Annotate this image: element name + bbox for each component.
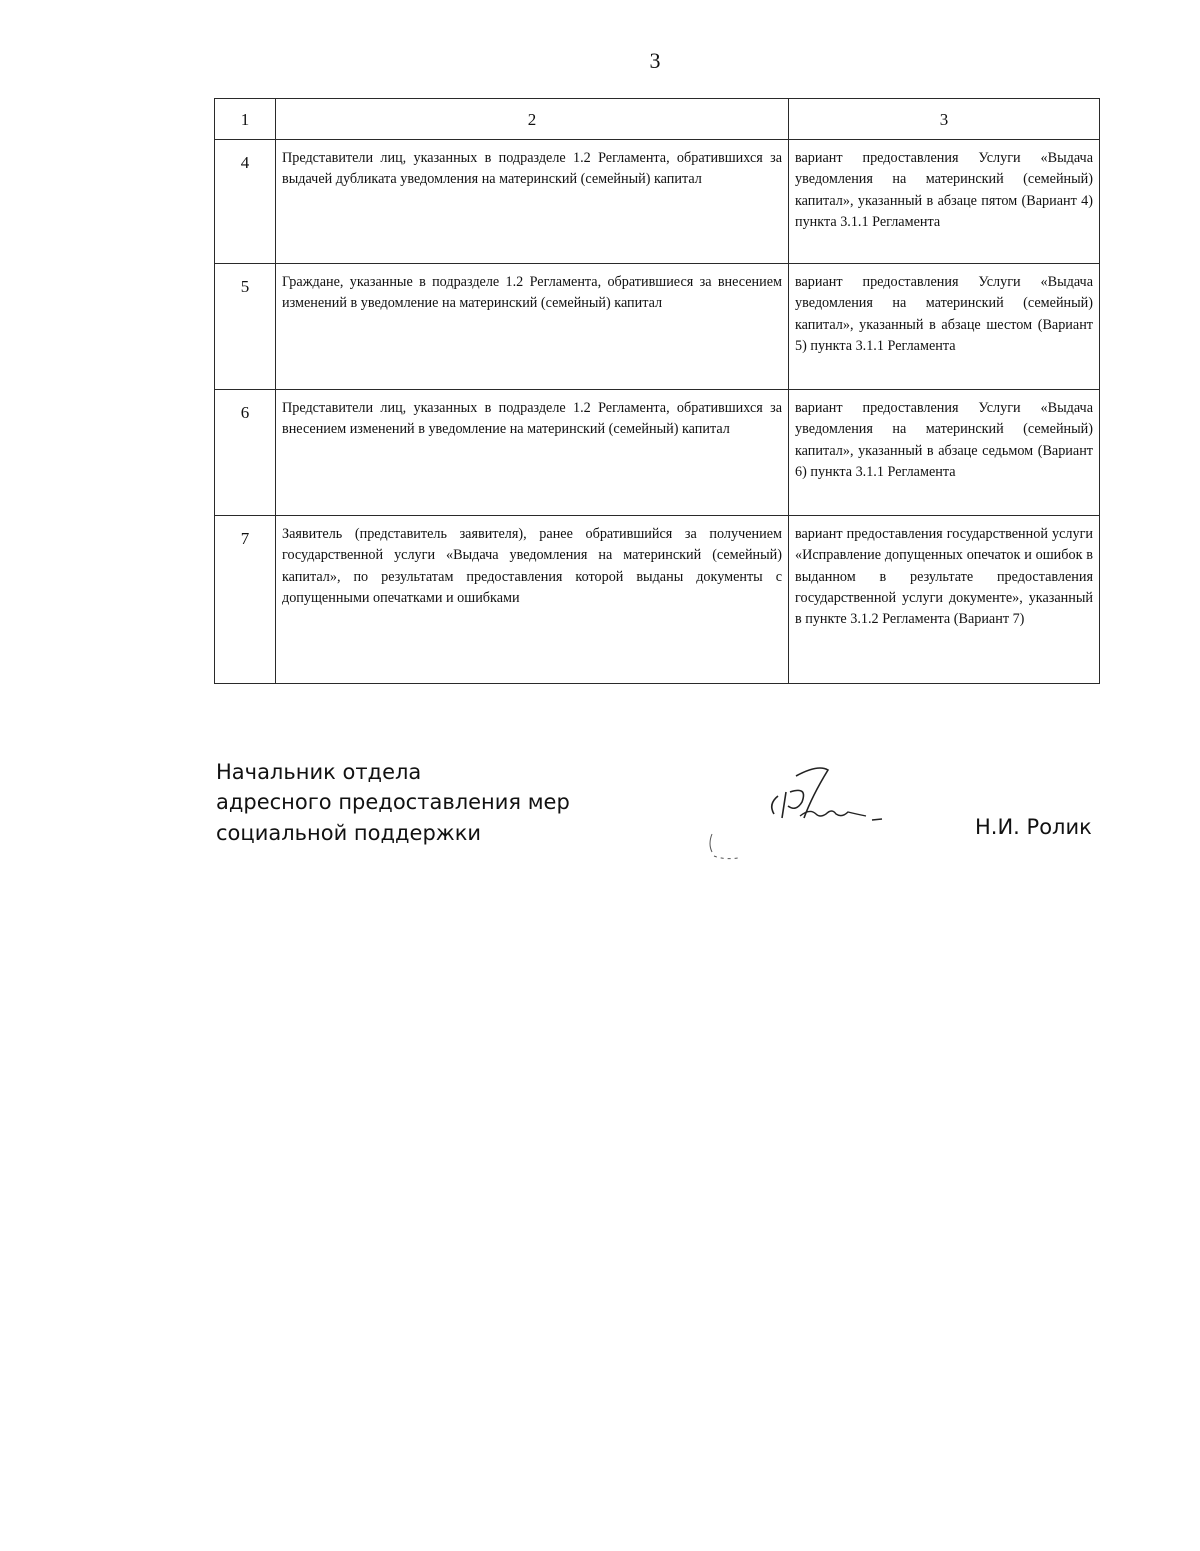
signatory-title-line: социальной поддержки — [216, 820, 482, 845]
signatory-title — [216, 757, 570, 848]
row-number: 4 — [215, 140, 276, 264]
row-description: Граждане, указанные в подразделе 1.2 Регламента, обратившиеся за внесением изменений в уведомление на материнский (семейный) капитал — [276, 264, 789, 390]
table-header-row — [215, 99, 1100, 140]
row-description: Представители лиц, указанных в подразделе 1.2 Регламента, обратившихся за внесением изменений в уведомление на материнский (семейный) капитал — [276, 390, 789, 516]
table-row — [215, 140, 1100, 264]
row-variant: вариант предоставления государственной услуги «Исправление допущенных опечаток и ошибок в выданном в результате предоставления государственной услуги документе», указанный в пункте 3.1.2 Регламента (Вариант 7) — [789, 516, 1100, 684]
signer-name: Н.И. Ролик — [975, 815, 1092, 839]
row-variant: вариант предоставления Услуги «Выдача уведомления на материнский (семейный) капитал», указанный в абзаце шестом (Вариант 5) пункта 3.1.1 Регламента — [789, 264, 1100, 390]
table-row — [215, 516, 1100, 684]
page-number: 3 — [649, 48, 661, 73]
row-number: 6 — [215, 390, 276, 516]
signatory-title-line: Начальник отдела — [216, 760, 422, 784]
variants-table — [214, 98, 1100, 684]
row-description: Заявитель (представитель заявителя), ранее обратившийся за получением государственной услуги «Выдача уведомления на материнский (семейный) капитал», по результатам предоставления которой выданы документы с допущенными опечатками и ошибками — [276, 516, 789, 684]
row-variant: вариант предоставления Услуги «Выдача уведомления на материнский (семейный) капитал», указанный в абзаце седьмом (Вариант 6) пункта 3.1.1 Регламента — [789, 390, 1100, 516]
signatory-title-line: адресного предоставления мер — [216, 790, 570, 815]
header-col-3: 3 — [789, 99, 1100, 140]
header-col-2: 2 — [276, 99, 789, 140]
handwritten-signature — [700, 756, 900, 866]
row-description: Представители лиц, указанных в подразделе 1.2 Регламента, обратившихся за выдачей дубликата уведомления на материнский (семейный) капитал — [276, 140, 789, 264]
row-number: 5 — [215, 264, 276, 390]
row-number: 7 — [215, 516, 276, 684]
header-col-1: 1 — [215, 99, 276, 140]
row-variant: вариант предоставления Услуги «Выдача уведомления на материнский (семейный) капитал», указанный в абзаце пятом (Вариант 4) пункта 3.1.1 Регламента — [789, 140, 1100, 264]
table-row — [215, 390, 1100, 516]
table-row — [215, 264, 1100, 390]
